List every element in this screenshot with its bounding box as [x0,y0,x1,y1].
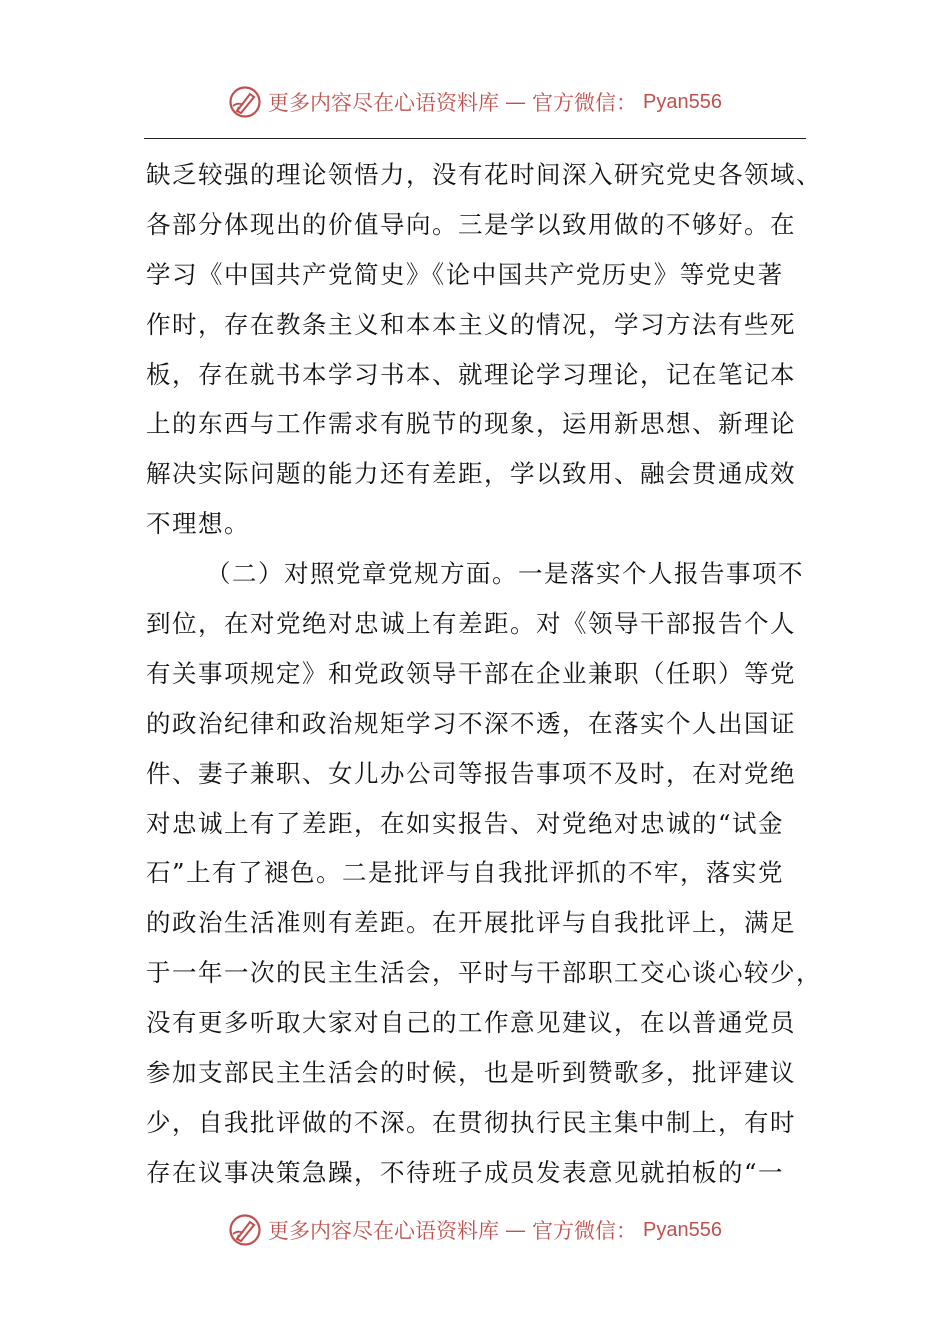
text-line: 上的东西与工作需求有脱节的现象，运用新思想、新理论 [146,409,796,439]
banner-dash: — [505,90,527,114]
text-line: 对忠诚上有了差距，在如实报告、对党绝对忠诚的“试金 [146,808,785,838]
paragraph-start-line: （二）对照党章党规方面。一是落实个人报告事项不 [206,559,804,589]
banner-wechat-id: Pyan556 [643,1218,722,1241]
text-line: 缺乏较强的理论领悟力，没有花时间深入研究党史各领域、 [146,160,822,189]
text-line: 的政治纪律和政治规矩学习不深不透，在落实个人出国证 [146,708,796,738]
banner-site-text: 更多内容尽在心语资料库 [268,1219,500,1243]
text-line: 解决实际问题的能力还有差距，学以致用、融会贯通成效 [146,459,796,489]
text-line: 件、妻子兼职、女儿办公司等报告事项不及时，在对党绝 [146,758,796,788]
banner-wechat-label: 官方微信： [532,1219,638,1243]
text-line: 石”上有了褪色。二是批评与自我批评抓的不牢，落实党 [146,858,785,888]
text-line: 学习《中国共产党简史》《论中国共产党历史》等党史著 [146,259,784,289]
text-line: 少，自我批评做的不深。在贯彻执行民主集中制上，有时 [146,1107,796,1137]
banner-dash: — [505,1218,527,1242]
banner-wechat-id: Pyan556 [643,90,722,113]
text-line: 参加支部民主生活会的时候，也是听到赞歌多，批评建议 [146,1058,796,1088]
text-line: 的政治生活准则有差距。在开展批评与自我批评上，满足 [146,908,796,938]
text-line: 于一年一次的民主生活会，平时与干部职工交心谈心较少， [146,958,822,988]
text-line: 到位，在对党绝对忠诚上有差距。对《领导干部报告个人 [146,609,796,639]
text-line: 板，存在就书本学习书本、就理论学习理论，记在笔记本 [146,359,796,389]
banner-site-text: 更多内容尽在心语资料库 [268,91,500,115]
pen-logo-icon [228,85,262,119]
document-body [146,150,822,1198]
footer-banner [0,1208,950,1252]
text-line: 没有更多听取大家对自己的工作意见建议，在以普通党员 [146,1008,796,1038]
header-divider [144,138,806,139]
banner-wechat-label: 官方微信： [532,91,638,115]
header-banner [0,80,950,124]
text-line: 不理想。 [146,509,250,539]
text-line: 作时，存在教条主义和本本主义的情况，学习方法有些死 [146,309,796,339]
text-line: 有关事项规定》和党政领导干部在企业兼职（任职）等党 [146,658,796,688]
text-line: 存在议事决策急躁，不待班子成员发表意见就拍板的“一 [146,1157,785,1187]
pen-logo-icon [228,1213,262,1247]
text-line: 各部分体现出的价值导向。三是学以致用做的不够好。在 [146,209,796,239]
